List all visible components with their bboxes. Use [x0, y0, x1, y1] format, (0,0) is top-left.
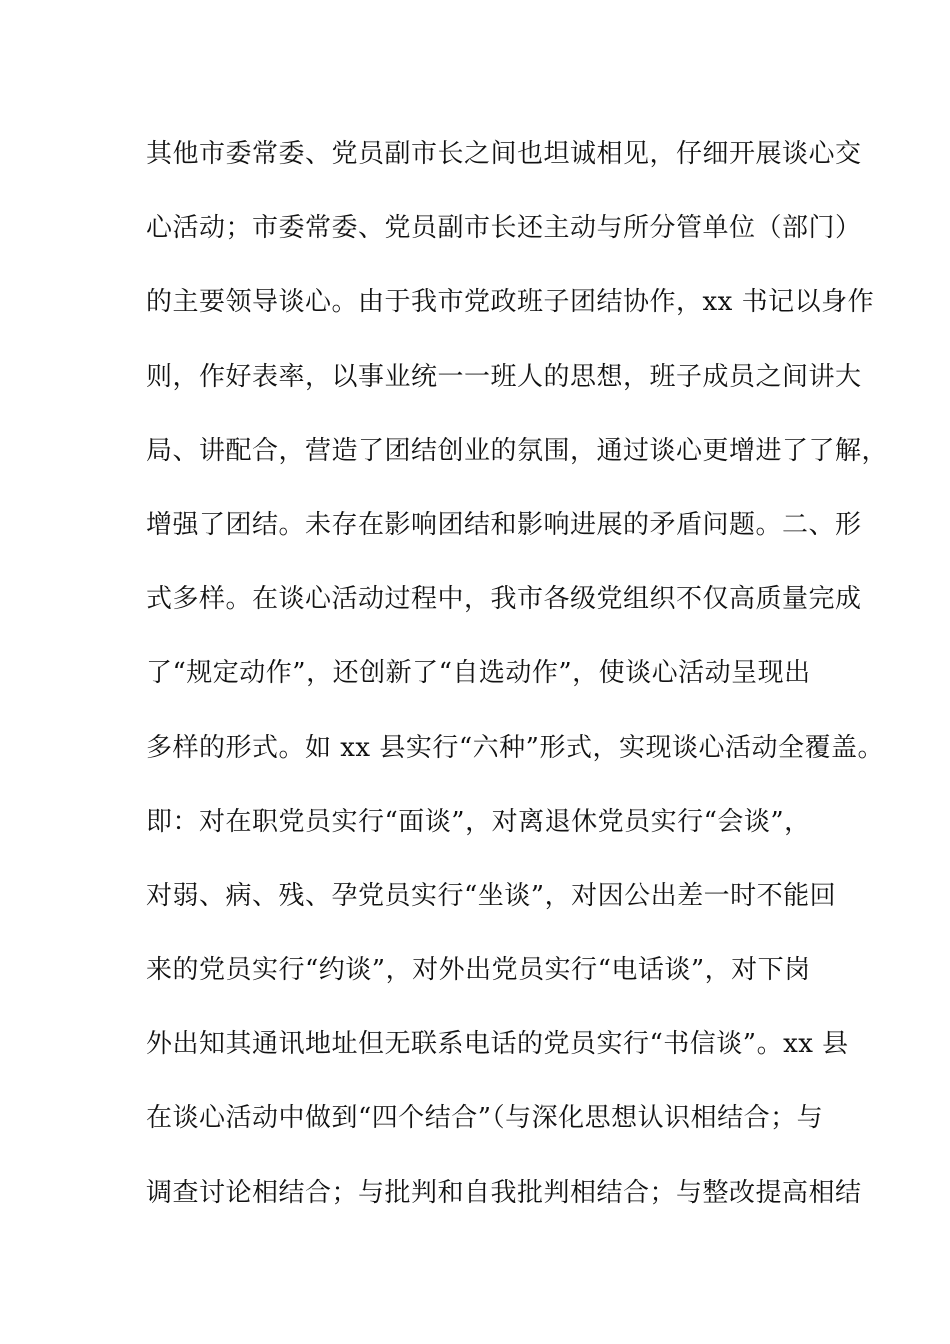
- text-line: 对弱、病、残、孕党员实行“坐谈”，对因公出差一时不能回: [146, 880, 837, 911]
- text-line: 即：对在职党员实行“面谈”，对离退休党员实行“会谈”，: [146, 806, 811, 837]
- text-line: 调查讨论相结合；与批判和自我批判相结合；与整改提高相结: [146, 1177, 862, 1208]
- text-line: 则，作好表率，以事业统一一班人的思想，班子成员之间讲大: [146, 361, 862, 392]
- text-line: 多样的形式。如 xx 县实行“六种”形式，实现谈心活动全覆盖。: [146, 732, 884, 763]
- text-line: 增强了团结。未存在影响团结和影响进展的矛盾问题。二、形: [146, 509, 862, 540]
- text-line: 其他市委常委、党员副市长之间也坦诚相见，仔细开展谈心交: [146, 139, 862, 169]
- text-line: 的主要领导谈心。由于我市党政班子团结协作，xx 书记以身作: [146, 287, 875, 318]
- text-line: 心活动；市委常委、党员副市长还主动与所分管单位（部门）: [146, 213, 862, 244]
- text-line: 局、讲配合，营造了团结创业的氛围，通过谈心更增进了了解，: [146, 435, 889, 466]
- text-line: 在谈心活动中做到“四个结合”（与深化思想认识相结合；与: [146, 1103, 824, 1134]
- body-text: [146, 132, 889, 1245]
- text-line: 来的党员实行“约谈”，对外出党员实行“电话谈”，对下岗: [146, 955, 811, 986]
- text-line: 外出知其通讯地址但无联系电话的党员实行“书信谈”。xx 县: [146, 1029, 849, 1060]
- text-line: 式多样。在谈心活动过程中，我市各级党组织不仅高质量完成: [146, 584, 862, 615]
- text-line: 了“规定动作”，还创新了“自选动作”，使谈心活动呈现出: [146, 658, 811, 689]
